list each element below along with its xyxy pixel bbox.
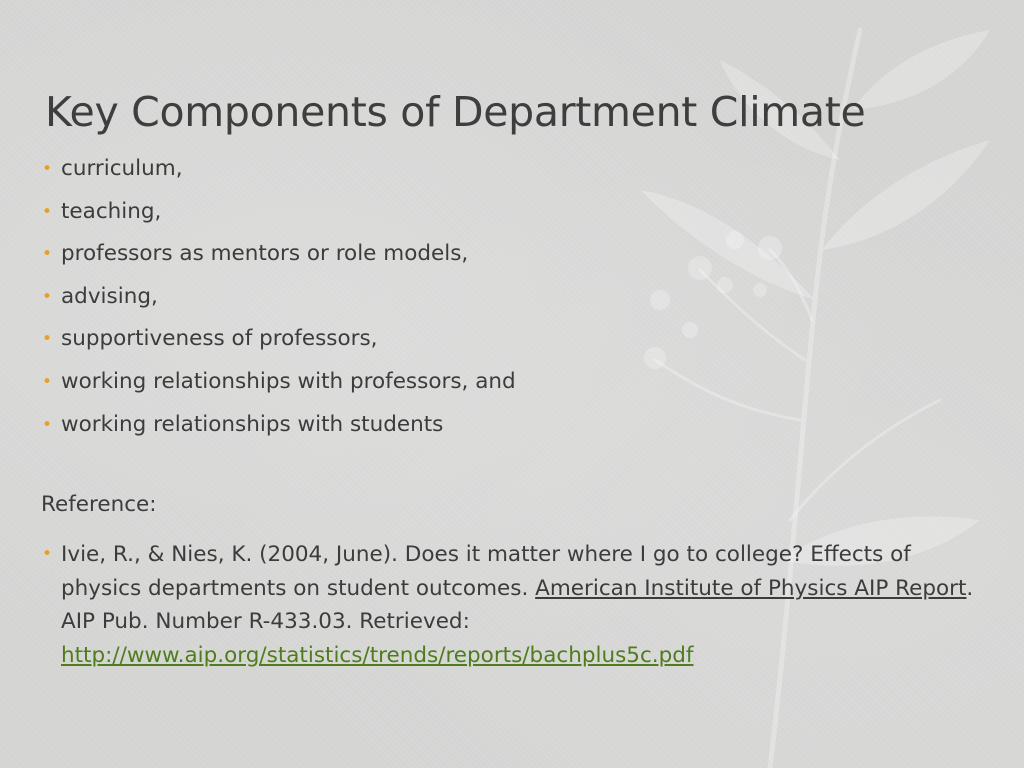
list-item: [40, 150, 516, 193]
reference-journal: American Institute of Physics AIP Report: [535, 575, 967, 601]
bullet-dot-icon: •: [42, 329, 53, 350]
reference-item: [40, 538, 980, 672]
list-item: [40, 363, 516, 406]
reference-list: [40, 538, 980, 672]
slide-title: Key Components of Department Climate: [45, 88, 866, 136]
reference-text-end: . AIP Pub. Number R-433.03. Retrieved:: [61, 575, 974, 634]
list-item: [40, 193, 516, 236]
list-item: [40, 406, 516, 449]
list-item: [40, 278, 516, 321]
list-item: [40, 235, 516, 278]
list-item-text: working relationships with students: [61, 411, 444, 437]
component-list: [40, 150, 516, 448]
list-item-text: advising,: [61, 283, 158, 309]
bullet-dot-icon: •: [42, 159, 53, 179]
list-item-text: curriculum,: [61, 156, 183, 181]
list-item: [40, 320, 516, 363]
reference-url-link[interactable]: http://www.aip.org/statistics/trends/reports/bachplus5c.pdf: [61, 642, 694, 668]
bullet-dot-icon: •: [42, 286, 53, 307]
list-item-text: teaching,: [61, 198, 162, 224]
bullet-dot-icon: •: [42, 371, 53, 392]
bullet-dot-icon: •: [42, 414, 53, 435]
reference-text: Ivie, R., & Nies, K. (2004, June). Does it matter where I go to college? Effects of physics departments on student outcomes.: [61, 542, 911, 601]
list-item-text: working relationships with professors, and: [61, 368, 516, 394]
list-item-text: professors as mentors or role models,: [61, 241, 469, 267]
bullet-dot-icon: •: [42, 201, 53, 222]
bullet-dot-icon: •: [42, 544, 53, 564]
reference-label: Reference:: [41, 492, 157, 517]
bullet-dot-icon: •: [42, 244, 53, 265]
list-item-text: supportiveness of professors,: [61, 326, 378, 352]
